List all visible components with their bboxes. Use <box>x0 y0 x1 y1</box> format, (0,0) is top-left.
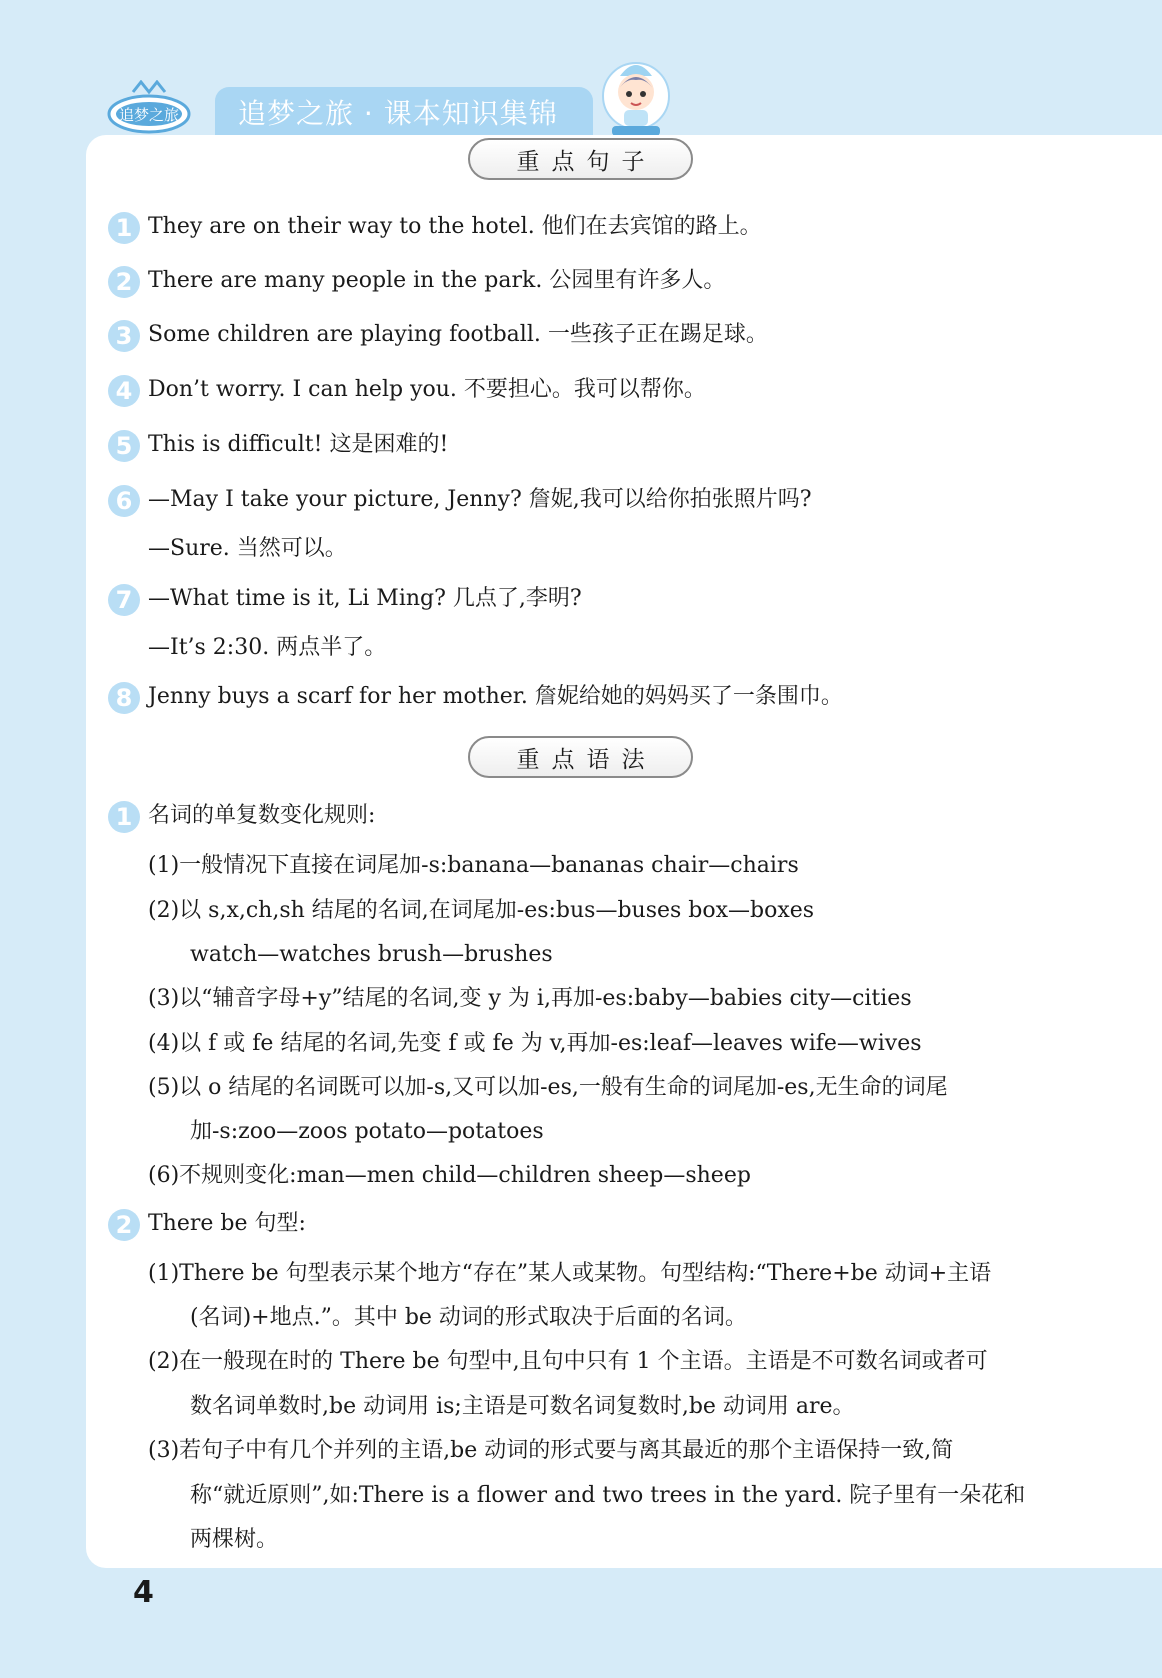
grammar-line: (6)不规则变化:man—men child—children sheep—sheep <box>148 1163 751 1188</box>
page-number: 4 <box>133 1575 154 1610</box>
sentence-line: Jenny buys a scarf for her mother. 詹妮给她的妈妈买了一条围巾。 <box>148 684 843 709</box>
sentence-line: —It’s 2:30. 两点半了。 <box>148 635 387 660</box>
section-title-key-sentences: 重点句子 <box>468 138 693 180</box>
sentence-line: —May I take your picture, Jenny? 詹妮,我可以给你拍张照片吗? <box>148 487 812 512</box>
sentence-line: They are on their way to the hotel. 他们在去宾馆的路上。 <box>148 214 762 239</box>
item-number-badge: 1 <box>108 212 140 244</box>
sentence-line: —What time is it, Li Ming? 几点了,李明? <box>148 586 582 611</box>
brand-logo <box>103 80 195 138</box>
item-number-badge: 8 <box>108 682 140 714</box>
grammar-line: 两棵树。 <box>190 1527 279 1552</box>
grammar-line: 加-s:zoo—zoos potato—potatoes <box>190 1119 544 1144</box>
item-number-badge: 1 <box>108 801 140 833</box>
item-number-badge: 2 <box>108 1209 140 1241</box>
item-number-badge: 5 <box>108 430 140 462</box>
item-number-badge: 6 <box>108 485 140 517</box>
item-number-badge: 7 <box>108 584 140 616</box>
mascot-icon <box>598 56 674 138</box>
sentence-line: This is difficult! 这是困难的! <box>148 432 449 457</box>
grammar-line: (3)若句子中有几个并列的主语,be 动词的形式要与离其最近的那个主语保持一致,简 <box>148 1438 954 1463</box>
grammar-line: (5)以 o 结尾的名词既可以加-s,又可以加-es,一般有生命的词尾加-es,无生命的词尾 <box>148 1075 948 1100</box>
grammar-line: (名词)+地点.”。其中 be 动词的形式取决于后面的名词。 <box>190 1305 747 1330</box>
section-title-key-grammar: 重点语法 <box>468 736 693 778</box>
sentence-line: —Sure. 当然可以。 <box>148 536 347 561</box>
svg-text:追梦之旅: 追梦之旅 <box>118 106 180 124</box>
grammar-heading: 名词的单复数变化规则: <box>148 803 376 828</box>
sentence-line: There are many people in the park. 公园里有许多人。 <box>148 268 726 293</box>
grammar-line: (2)以 s,x,ch,sh 结尾的名词,在词尾加-es:bus—buses box—boxes <box>148 898 815 923</box>
item-number-badge: 3 <box>108 320 140 352</box>
item-number-badge: 2 <box>108 266 140 298</box>
grammar-line: 称“就近原则”,如:There is a flower and two trees in the yard. 院子里有一朵花和 <box>190 1483 1026 1508</box>
item-number-badge: 4 <box>108 375 140 407</box>
grammar-line: (3)以“辅音字母+y”结尾的名词,变 y 为 i,再加-es:baby—babies city—cities <box>148 986 912 1011</box>
grammar-line: (4)以 f 或 fe 结尾的名词,先变 f 或 fe 为 v,再加-es:leaf—leaves wife—wives <box>148 1031 922 1056</box>
grammar-heading: There be 句型: <box>148 1211 306 1236</box>
grammar-line: watch—watches brush—brushes <box>190 942 553 967</box>
sentence-line: Don’t worry. I can help you. 不要担心。我可以帮你。 <box>148 377 706 402</box>
grammar-line: (2)在一般现在时的 There be 句型中,且句中只有 1 个主语。主语是不可数名词或者可 <box>148 1349 988 1374</box>
header-title: 追梦之旅 · 课本知识集锦 <box>238 97 558 130</box>
grammar-line: (1)There be 句型表示某个地方“存在”某人或某物。句型结构:“There+be 动词+主语 <box>148 1261 992 1286</box>
grammar-line: 数名词单数时,be 动词用 is;主语是可数名词复数时,be 动词用 are。 <box>190 1394 855 1419</box>
sentence-line: Some children are playing football. 一些孩子正在踢足球。 <box>148 322 768 347</box>
grammar-line: (1)一般情况下直接在词尾加-s:banana—bananas chair—chairs <box>148 853 799 878</box>
